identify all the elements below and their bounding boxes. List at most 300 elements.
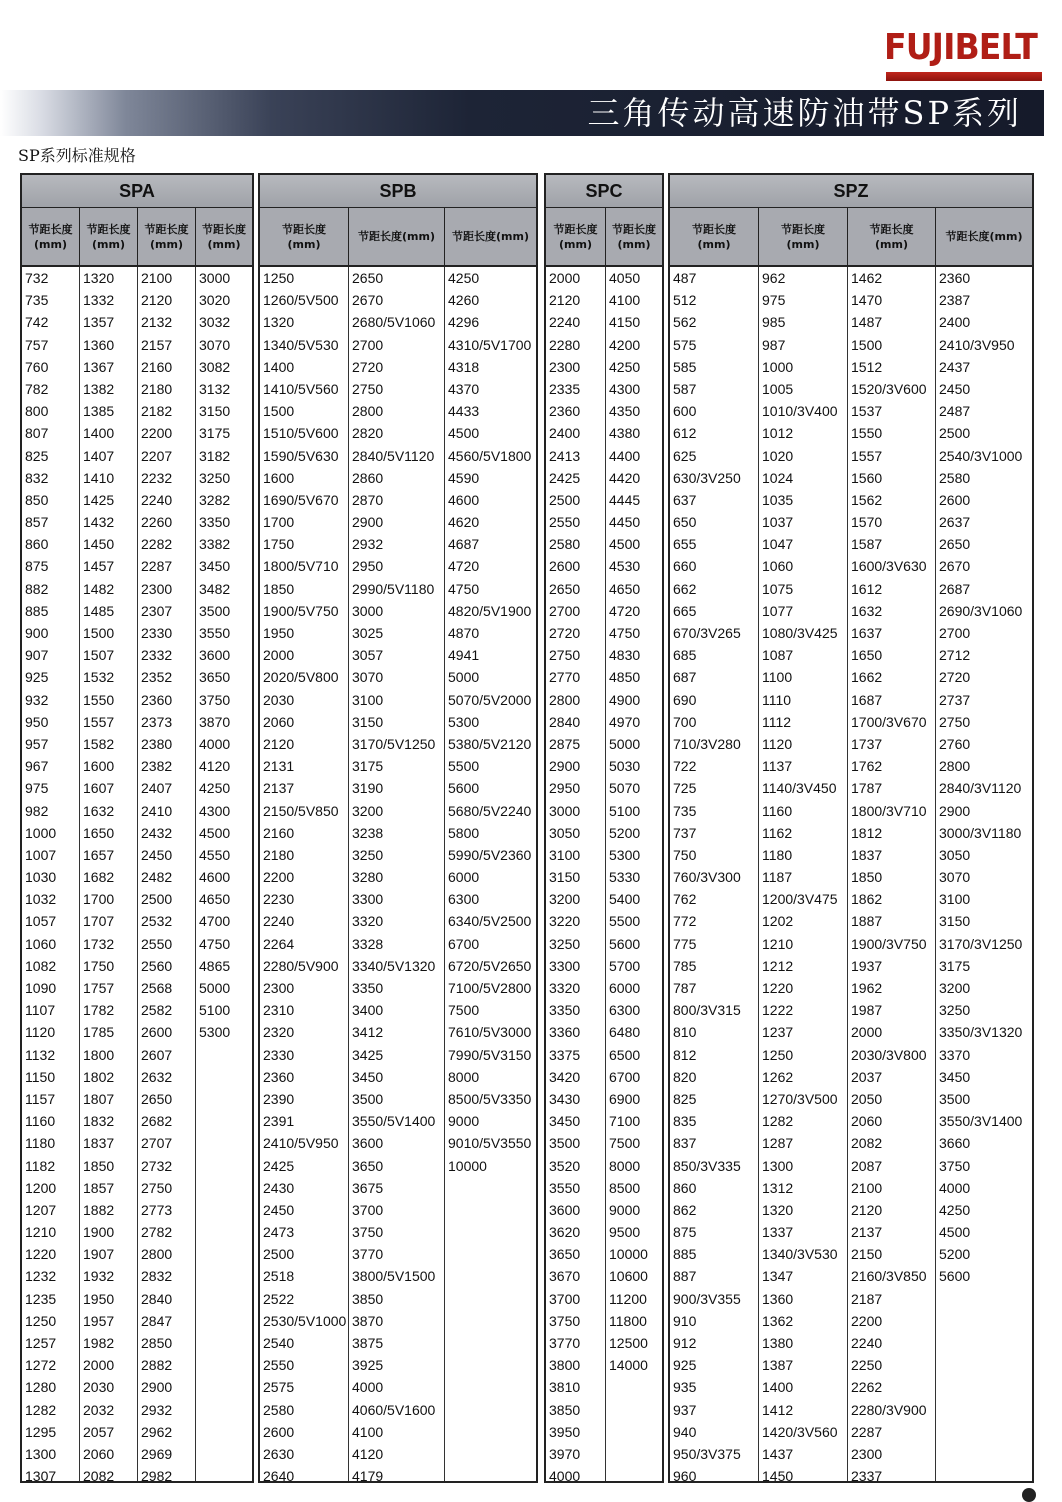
length-cell: 2037: [851, 1068, 883, 1085]
length-cell: 3020: [199, 292, 231, 309]
value-column: [348, 267, 444, 1485]
length-cell: 2568: [141, 980, 173, 996]
length-cell: 4260: [448, 292, 480, 309]
length-cell: 1612: [851, 580, 883, 597]
length-cell: 1700: [263, 514, 295, 531]
length-cell: 1077: [762, 602, 794, 619]
length-cell: 2300: [851, 1445, 883, 1462]
length-cell: 2240: [549, 314, 581, 331]
length-cell: 800: [25, 403, 49, 420]
length-cell: 5200: [939, 1246, 971, 1263]
length-cell: 1032: [25, 891, 57, 908]
length-cell: 2120: [141, 292, 173, 309]
group-header-spa: SPA: [22, 175, 252, 208]
length-cell: 2560: [141, 957, 173, 974]
length-cell: 4700: [199, 913, 231, 930]
length-cell: 650: [673, 514, 697, 531]
length-cell: 1800/3V710: [851, 802, 927, 819]
length-cell: 2900: [939, 802, 971, 819]
length-cell: 2360: [939, 270, 971, 286]
length-cell: 4300: [199, 802, 231, 819]
length-cell: 962: [762, 270, 786, 286]
length-cell: 2582: [141, 1002, 173, 1019]
length-cell: 1320: [263, 314, 295, 331]
length-cell: 762: [673, 891, 697, 908]
length-cell: 2540: [263, 1335, 295, 1351]
length-cell: 2840/5V1120: [352, 447, 435, 464]
length-cell: 5030: [609, 758, 641, 775]
length-cell: 1210: [762, 935, 794, 952]
length-cell: 2030: [263, 691, 295, 708]
length-cell: 2760: [939, 735, 971, 752]
length-cell: 487: [673, 270, 697, 286]
length-cell: 2850: [141, 1335, 173, 1351]
length-cell: 2307: [141, 602, 173, 619]
length-cell: 3250: [939, 1002, 971, 1019]
spb-group: [258, 173, 538, 1483]
length-cell: 3100: [939, 891, 971, 908]
length-cell: 3650: [199, 669, 231, 686]
length-cell: 1932: [83, 1268, 115, 1285]
length-cell: 1782: [83, 1002, 115, 1019]
length-cell: 2773: [141, 1201, 173, 1218]
length-cell: 2580: [263, 1401, 295, 1418]
length-cell: 3070: [199, 336, 231, 353]
length-cell: 1907: [83, 1246, 115, 1263]
length-cell: 2750: [141, 1179, 173, 1196]
length-cell: 957: [25, 735, 49, 752]
length-cell: 2060: [263, 713, 295, 730]
length-cell: 2820: [352, 425, 384, 442]
length-cell: 3000: [352, 602, 384, 619]
length-cell: 2900: [549, 758, 581, 775]
length-cell: 3450: [352, 1068, 384, 1085]
length-cell: 3250: [199, 469, 231, 486]
length-cell: 7610/5V3000: [448, 1024, 532, 1041]
length-cell: 562: [673, 314, 697, 331]
spz-group: [668, 173, 1034, 1483]
length-cell: 3500: [549, 1135, 581, 1152]
length-cell: 2410/5V950: [263, 1135, 339, 1152]
length-cell: 1407: [83, 447, 115, 464]
length-cell: 1732: [83, 935, 115, 952]
length-cell: 1367: [83, 358, 115, 375]
length-cell: 1047: [762, 536, 794, 553]
length-cell: 2800: [352, 403, 384, 420]
length-cell: 2160: [263, 824, 295, 841]
length-cell: 2400: [939, 314, 971, 331]
length-cell: 1632: [851, 602, 883, 619]
length-cell: 4445: [609, 491, 641, 508]
length-cell: 2720: [549, 625, 581, 641]
length-cell: 3150: [352, 713, 384, 730]
length-cell: 2330: [141, 625, 173, 641]
length-cell: 2650: [549, 580, 581, 597]
length-cell: 2137: [263, 780, 295, 797]
length-cell: 2400: [549, 425, 581, 442]
length-cell: 1410: [83, 469, 115, 486]
length-cell: 3925: [352, 1357, 384, 1374]
length-cell: 2000: [851, 1024, 883, 1041]
length-cell: 6000: [609, 980, 641, 996]
length-cell: 3810: [549, 1379, 581, 1396]
length-cell: 2500: [141, 891, 173, 908]
length-cell: 2120: [263, 735, 295, 752]
length-cell: 1187: [762, 869, 793, 886]
length-cell: 2160/3V850: [851, 1268, 927, 1285]
length-cell: 2360: [263, 1068, 295, 1085]
spa-group: [20, 173, 254, 1483]
length-cell: 6720/5V2650: [448, 957, 532, 974]
length-cell: 3175: [939, 957, 971, 974]
length-cell: 2687: [939, 580, 971, 597]
length-cell: 3375: [549, 1046, 581, 1063]
length-cell: 1900/5V750: [263, 602, 339, 619]
length-cell: 1700: [83, 891, 115, 908]
length-cell: 1532: [83, 669, 115, 686]
length-cell: 1482: [83, 580, 115, 597]
length-cell: 2387: [939, 292, 971, 309]
length-cell: 2137: [851, 1224, 883, 1241]
length-cell: 2391: [263, 1113, 295, 1130]
length-cell: 1090: [25, 980, 57, 996]
length-cell: 3750: [939, 1157, 971, 1174]
length-cell: 1550: [83, 691, 115, 708]
length-cell: 967: [25, 758, 49, 775]
length-cell: 1250: [25, 1312, 57, 1329]
length-cell: 1850: [851, 869, 883, 886]
length-cell: 3350/3V1320: [939, 1024, 1023, 1041]
length-cell: 2000: [263, 647, 295, 664]
length-cell: 2030/3V800: [851, 1046, 927, 1063]
length-cell: 2310: [263, 1002, 295, 1019]
length-cell: 1560: [851, 469, 883, 486]
length-cell: 825: [673, 1090, 697, 1107]
length-cell: 3220: [549, 913, 581, 930]
length-cell: 2637: [939, 514, 971, 531]
length-cell: 860: [25, 536, 49, 553]
length-cell: 10000: [609, 1246, 648, 1263]
length-cell: 2407: [141, 780, 173, 797]
length-cell: 2962: [141, 1423, 173, 1440]
length-cell: 4500: [939, 1224, 971, 1241]
length-cell: 3200: [352, 802, 384, 819]
length-cell: 825: [25, 447, 49, 464]
length-cell: 735: [25, 292, 49, 309]
length-cell: 3000/3V1180: [939, 824, 1022, 841]
value-column: [758, 267, 847, 1485]
length-cell: 925: [673, 1357, 697, 1374]
length-cell: 1500: [851, 336, 883, 353]
length-cell: 2373: [141, 713, 173, 730]
length-cell: 4720: [448, 558, 480, 575]
length-cell: 785: [673, 957, 697, 974]
length-cell: 3190: [352, 780, 384, 797]
length-cell: 8500: [609, 1179, 641, 1196]
length-cell: 6500: [609, 1046, 641, 1063]
length-cell: 1682: [83, 869, 115, 886]
length-cell: 737: [673, 824, 697, 841]
length-cell: 14000: [609, 1357, 648, 1374]
length-cell: 937: [673, 1401, 697, 1418]
length-cell: 3550: [549, 1179, 581, 1196]
length-cell: 3175: [199, 425, 231, 442]
length-cell: 2082: [851, 1135, 883, 1152]
length-cell: 2150/5V850: [263, 802, 339, 819]
length-cell: 690: [673, 691, 697, 708]
length-cell: 5600: [939, 1268, 971, 1285]
length-cell: 722: [673, 758, 697, 775]
length-cell: 3450: [199, 558, 231, 575]
length-cell: 1387: [762, 1357, 794, 1374]
length-cell: 2131: [263, 758, 295, 775]
length-cell: 4296: [448, 314, 480, 331]
value-column: [935, 267, 1032, 1481]
page-number-marker: [1022, 1488, 1036, 1502]
group-header-spc: SPC: [546, 175, 662, 208]
length-cell: 3150: [549, 869, 581, 886]
length-cell: 1385: [83, 403, 115, 420]
length-cell: 4830: [609, 647, 641, 664]
length-cell: 960: [673, 1468, 697, 1485]
length-cell: 1837: [851, 846, 883, 863]
length-cell: 1410/5V560: [263, 380, 339, 397]
length-cell: 1320: [83, 270, 115, 286]
length-cell: 2320: [263, 1024, 295, 1041]
length-cell: 2680/5V1060: [352, 314, 436, 331]
length-cell: 9000: [448, 1113, 480, 1130]
length-cell: 1957: [83, 1312, 115, 1329]
length-cell: 3950: [549, 1423, 581, 1440]
length-cell: 1462: [851, 270, 883, 286]
length-cell: 1650: [83, 824, 115, 841]
length-cell: 4687: [448, 536, 480, 553]
length-cell: 2282: [141, 536, 173, 553]
length-cell: 1000: [762, 358, 794, 375]
length-cell: 2500: [939, 425, 971, 442]
length-cell: 4500: [199, 824, 231, 841]
length-cell: 1600: [83, 758, 115, 775]
length-cell: 3175: [352, 758, 384, 775]
length-cell: 2264: [263, 935, 295, 952]
length-cell: 2522: [263, 1290, 295, 1307]
length-cell: 625: [673, 447, 697, 464]
length-cell: 4450: [609, 514, 641, 531]
length-cell: 3500: [352, 1090, 384, 1107]
length-cell: 1262: [762, 1068, 794, 1085]
length-cell: 3360: [549, 1024, 581, 1041]
length-cell: 2280/5V900: [263, 957, 339, 974]
length-cell: 3430: [549, 1090, 581, 1107]
length-cell: 3500: [199, 602, 231, 619]
length-cell: 4100: [609, 292, 641, 309]
length-cell: 3320: [549, 980, 581, 996]
length-cell: 4100: [352, 1423, 384, 1440]
column-headers: [670, 208, 1032, 267]
length-cell: 4500: [609, 536, 641, 553]
length-cell: 5800: [448, 824, 480, 841]
length-cell: 1437: [762, 1445, 794, 1462]
length-cell: 4000: [352, 1379, 384, 1396]
length-cell: 3320: [352, 913, 384, 930]
length-cell: 1360: [83, 336, 115, 353]
length-cell: 2132: [141, 314, 173, 331]
length-cell: 8500/5V3350: [448, 1090, 532, 1107]
spc-group: [544, 173, 664, 1483]
column-header: 节距长度 (mm): [553, 222, 598, 251]
length-cell: 3800/5V1500: [352, 1268, 436, 1285]
length-cell: 4370: [448, 380, 480, 397]
length-cell: 3870: [199, 713, 231, 730]
length-cell: 3660: [939, 1135, 971, 1152]
length-cell: 4050: [609, 270, 641, 286]
length-cell: 7500: [448, 1002, 480, 1019]
length-cell: 2682: [141, 1113, 173, 1130]
length-cell: 2700: [939, 625, 971, 641]
length-cell: 3025: [352, 625, 384, 641]
length-cell: 812: [673, 1046, 697, 1063]
length-cell: 2262: [851, 1379, 883, 1396]
length-cell: 1700/3V670: [851, 713, 927, 730]
length-cell: 2580: [549, 536, 581, 553]
length-cell: 1087: [762, 647, 794, 664]
length-cell: 4750: [199, 935, 231, 952]
length-cell: 1220: [25, 1246, 57, 1263]
length-cell: 2707: [141, 1135, 173, 1152]
length-cell: 6700: [448, 935, 480, 952]
length-cell: 875: [25, 558, 49, 575]
length-cell: 3870: [352, 1312, 384, 1329]
length-cell: 3750: [549, 1312, 581, 1329]
length-cell: 2950: [352, 558, 384, 575]
length-cell: 6900: [609, 1090, 641, 1107]
length-cell: 6300: [448, 891, 480, 908]
length-cell: 1887: [851, 913, 883, 930]
length-cell: 810: [673, 1024, 697, 1041]
length-cell: 2280/3V900: [851, 1401, 927, 1418]
length-cell: 2575: [263, 1379, 295, 1396]
length-cell: 2020/5V800: [263, 669, 339, 686]
length-cell: 3050: [939, 846, 971, 863]
value-columns: [546, 267, 662, 1485]
length-cell: 1937: [851, 957, 883, 974]
length-cell: 9010/5V3550: [448, 1135, 532, 1152]
length-cell: 1282: [25, 1401, 57, 1418]
length-cell: 1470: [851, 292, 883, 309]
length-cell: 1432: [83, 514, 115, 531]
banner-title: 三角传动高速防油带SP系列: [587, 94, 1022, 132]
column-header: 节距长度 (mm): [758, 208, 847, 265]
length-cell: 3970: [549, 1445, 581, 1462]
length-cell: 2969: [141, 1445, 173, 1462]
length-cell: 2670: [939, 558, 971, 575]
length-cell: 1100: [762, 669, 793, 686]
length-cell: 5700: [609, 957, 641, 974]
length-cell: 1007: [25, 846, 57, 863]
length-cell: 2607: [141, 1046, 173, 1063]
length-cell: 2390: [263, 1090, 295, 1107]
length-cell: 7990/5V3150: [448, 1046, 532, 1063]
length-cell: 1400: [762, 1379, 794, 1396]
length-cell: 3620: [549, 1224, 581, 1241]
length-cell: 3050: [549, 824, 581, 841]
length-cell: 2180: [263, 846, 295, 863]
length-cell: 1987: [851, 1002, 883, 1019]
length-cell: 2712: [939, 647, 971, 664]
length-cell: 2782: [141, 1224, 173, 1241]
length-cell: 2882: [141, 1357, 173, 1374]
length-cell: 2450: [141, 846, 173, 863]
length-cell: 4150: [609, 314, 641, 331]
length-cell: 2800: [549, 691, 581, 708]
length-cell: 2300: [549, 358, 581, 375]
length-cell: 1287: [762, 1135, 794, 1152]
length-cell: 1400: [83, 425, 115, 442]
length-cell: 9000: [609, 1201, 641, 1218]
length-cell: 2200: [851, 1312, 883, 1329]
length-cell: 1237: [762, 1024, 794, 1041]
length-cell: 2280: [549, 336, 581, 353]
length-cell: 1295: [25, 1423, 57, 1440]
length-cell: 1337: [762, 1224, 794, 1241]
length-cell: 4850: [609, 669, 641, 686]
length-cell: 2413: [549, 447, 581, 464]
length-cell: 2840/3V1120: [939, 780, 1022, 797]
title-banner: [0, 90, 1044, 136]
length-cell: 2532: [141, 913, 173, 930]
length-cell: 2032: [83, 1401, 115, 1418]
length-cell: 735: [673, 802, 697, 819]
length-cell: 1757: [83, 980, 115, 996]
column-header: 节距长度 (mm): [282, 222, 326, 251]
value-column: [847, 267, 935, 1485]
length-cell: 975: [25, 780, 49, 797]
value-column: [605, 267, 662, 1481]
length-cell: 2832: [141, 1268, 173, 1285]
length-cell: 3132: [199, 380, 231, 397]
length-cell: 5000: [609, 735, 641, 752]
length-cell: 4120: [199, 758, 231, 775]
length-cell: 2450: [939, 380, 971, 397]
length-cell: 1180: [762, 846, 793, 863]
length-cell: 3400: [352, 1002, 384, 1019]
length-cell: 2287: [141, 558, 173, 575]
length-cell: 4433: [448, 403, 480, 420]
length-cell: 3282: [199, 491, 231, 508]
length-cell: 2700: [549, 602, 581, 619]
length-cell: 2500: [549, 491, 581, 508]
length-cell: 987: [762, 336, 786, 353]
length-cell: 4350: [609, 403, 641, 420]
length-cell: 1800/5V710: [263, 558, 339, 575]
length-cell: 3520: [549, 1157, 581, 1174]
length-cell: 787: [673, 980, 697, 996]
length-cell: 1687: [851, 691, 883, 708]
length-cell: 1140/3V450: [762, 780, 837, 797]
length-cell: 2330: [263, 1046, 295, 1063]
length-cell: 1562: [851, 491, 883, 508]
length-cell: 4620: [448, 514, 480, 531]
length-cell: 1950: [83, 1290, 115, 1307]
length-cell: 2840: [549, 713, 581, 730]
length-cell: 1500: [263, 403, 295, 420]
length-cell: 3182: [199, 447, 231, 464]
length-cell: 2360: [141, 691, 173, 708]
length-cell: 1420/3V560: [762, 1423, 838, 1440]
length-cell: 1030: [25, 869, 57, 886]
length-cell: 1160: [25, 1113, 56, 1130]
length-cell: 3700: [352, 1201, 384, 1218]
